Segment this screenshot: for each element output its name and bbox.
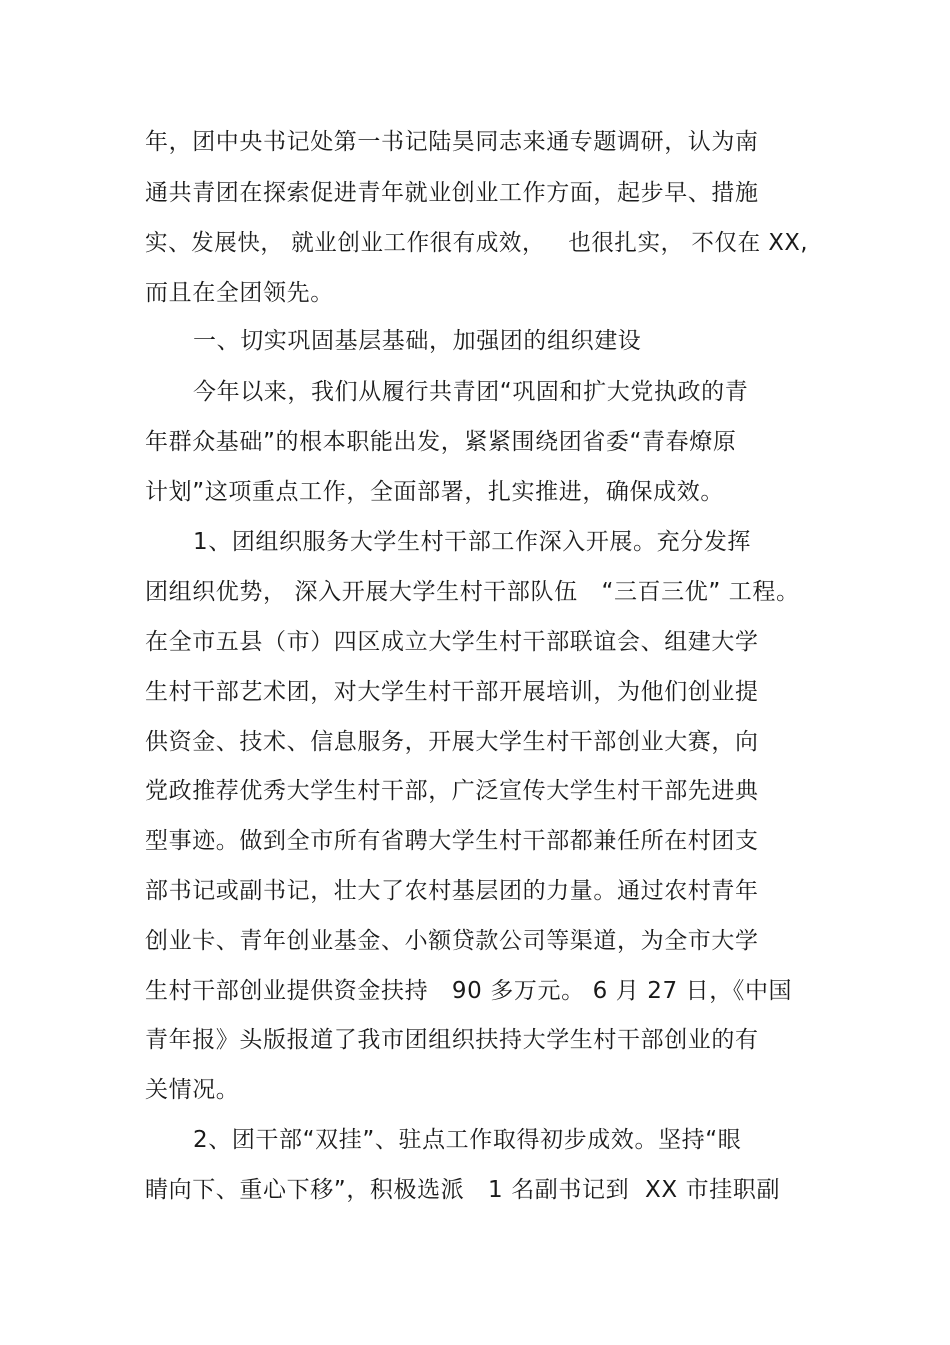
paragraph-line: 通共青团在探索促进青年就业创业工作方面，起步早、措施	[145, 180, 759, 206]
paragraph-line: 计划”这项重点工作，全面部署，扎实推进，确保成效。	[145, 479, 724, 505]
paragraph-line: 型事迹。做到全市所有省聘大学生村干部都兼任所在村团支	[145, 828, 759, 854]
paragraph-line: 年，团中央书记处第一书记陆昊同志来通专题调研，认为南	[145, 129, 759, 155]
paragraph-line: 创业卡、青年创业基金、小额贷款公司等渠道，为全市大学	[145, 928, 759, 954]
paragraph-line: 供资金、技术、信息服务，开展大学生村干部创业大赛，向	[145, 729, 759, 755]
paragraph-line: 生村干部艺术团，对大学生村干部开展培训，为他们创业提	[145, 679, 759, 705]
paragraph-line: 在全市五县（市）四区成立大学生村干部联谊会、组建大学	[145, 629, 759, 655]
paragraph-line: 团组织优势， 深入开展大学生村干部队伍 “三百三优” 工程。	[145, 579, 800, 605]
paragraph-line: 今年以来，我们从履行共青团“巩固和扩大党执政的青	[193, 379, 749, 405]
paragraph-line: 年群众基础”的根本职能出发，紧紧围绕团省委“青春燎原	[145, 429, 737, 455]
paragraph-line: 青年报》头版报道了我市团组织扶持大学生村干部创业的有	[145, 1027, 759, 1053]
paragraph-line: 实、发展快， 就业创业工作很有成效， 也很扎实， 不仅在 XX,	[145, 230, 809, 256]
paragraph-line: 2、团干部“双挂”、驻点工作取得初步成效。坚持“眼	[193, 1127, 742, 1153]
paragraph-line: 部书记或副书记，壮大了农村基层团的力量。通过农村青年	[145, 878, 759, 904]
paragraph-line: 1、团组织服务大学生村干部工作深入开展。充分发挥	[193, 529, 752, 555]
paragraph-line: 党政推荐优秀大学生村干部，广泛宣传大学生村干部先进典	[145, 778, 759, 804]
paragraph-line: 生村干部创业提供资金扶持 90 多万元。 6 月 27 日，《中国	[145, 978, 793, 1004]
section-heading: 一、切实巩固基层基础，加强团的组织建设	[193, 328, 642, 354]
paragraph-line: 而且在全团领先。	[145, 280, 334, 306]
paragraph-line: 睛向下、重心下移”，积极选派 1 名副书记到 XX 市挂职副	[145, 1177, 781, 1203]
paragraph-line: 关情况。	[145, 1077, 240, 1103]
